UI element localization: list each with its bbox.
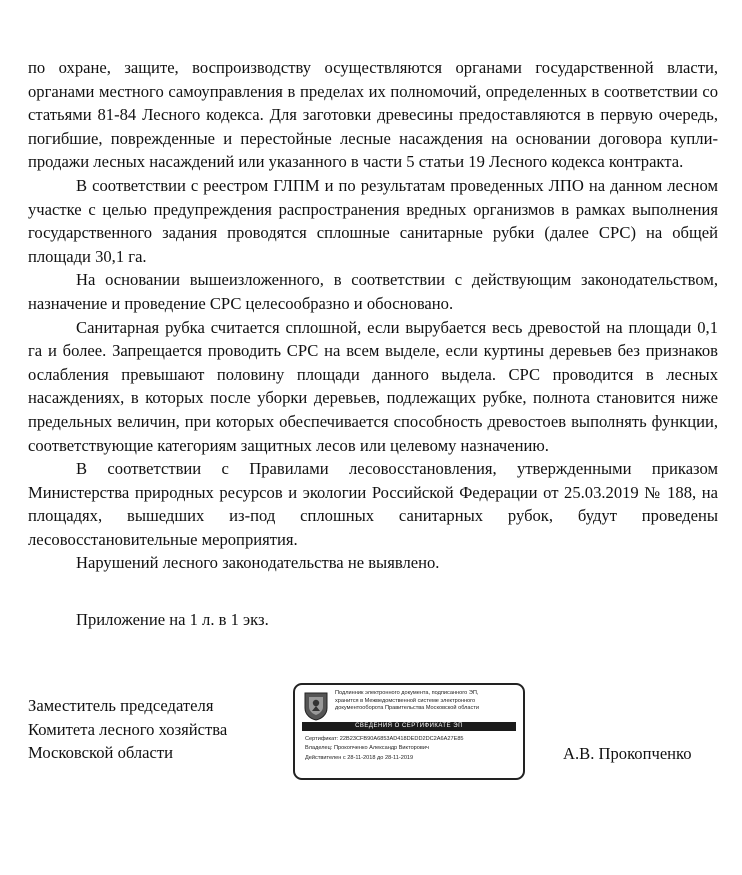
stamp-holder-note — [335, 690, 521, 713]
coat-of-arms-icon — [303, 691, 329, 721]
stamp-band-title: СВЕДЕНИЯ О СЕРТИФИКАТЕ ЭП — [302, 722, 516, 731]
stamp-certificate: Сертификат: 22B23CFB90A6853AD418DEDD2DC2A6A27E85 — [305, 736, 464, 742]
paragraph-3: На основании вышеизложенного, в соответствии с действующим законодательством, назначение и проведение СРС целесообразно и обосновано. — [28, 270, 718, 313]
paragraph-5: В соответствии с Правилами лесовосстановления, утвержденными приказом Министерства природных ресурсов и экологии Российской Федерации от 25.03.2019 № 188, на площадях, вышедших из-под сплошных санитарных рубок, будут проведены лесовосстановительные мероприятия. — [28, 459, 718, 549]
signer-position-line-3: Московской области — [28, 743, 174, 763]
paragraph-4: Санитарная рубка считается сплошной, если вырубается весь древостой на площади 0,1 га и более. Запрещается проводить СРС на всем выделе, если куртины деревьев без признаков ослабления превышают половину площади данного выдела. СРС проводится в лесных насаждениях, в которых после уборки деревьев, подлежащих рубке, полнота становится ниже предельных величин, при которых обеспечивается способность древостоев выполнять функции, соответствующие категориям защитных лесов или целевому назначению. — [28, 317, 718, 455]
stamp-validity: Действителен с 28-11-2018 до 28-11-2019 — [305, 754, 414, 761]
electronic-signature-stamp — [293, 683, 525, 780]
paragraph-2: В соответствии с реестром ГЛПМ и по результатам проведенных ЛПО на данном лесном участке с целью предупреждения распространения вредных организмов в рамках выполнения государственного задания проводятся сплошные санитарные рубки (далее СРС) на общей площади 30,1 га. — [28, 175, 718, 266]
stamp-holder-line-2: хранится в Межведомственной системе электронного — [335, 697, 476, 704]
signer-position — [28, 694, 227, 765]
stamp-owner: Владелец: Прокопченко Александр Викторович — [305, 745, 429, 752]
stamp-holder-line-3: документооборота Правительства Московской области — [335, 705, 480, 712]
stamp-certificate-details — [305, 735, 521, 763]
attachment-note: Приложение на 1 л. в 1 экз. — [76, 610, 269, 629]
body-text — [28, 56, 718, 575]
paragraph-6: Нарушений лесного законодательства не выявлено. — [76, 553, 440, 573]
signer-position-line-1: Заместитель председателя — [28, 696, 214, 715]
stamp-holder-line-1: Подлинник электронного документа, подписанного ЭП, — [335, 690, 479, 696]
paragraph-1: по охране, защите, воспроизводству осуществляются органами государственной власти, органами местного самоуправления в пределах их полномочий, определенных в соответствии со статьями 81-84 Лесного кодекса. Для заготовки древесины предоставляются в первую очередь, погибшие, поврежденные и перестойные лесные насаждения на основании договора купли-продажи лесных насаждений или указанного в части 5 статьи 19 Лесного кодекса контракта. — [28, 58, 718, 172]
signer-name: А.В. Прокопченко — [563, 744, 692, 763]
signer-position-line-2: Комитета лесного хозяйства — [28, 719, 228, 739]
